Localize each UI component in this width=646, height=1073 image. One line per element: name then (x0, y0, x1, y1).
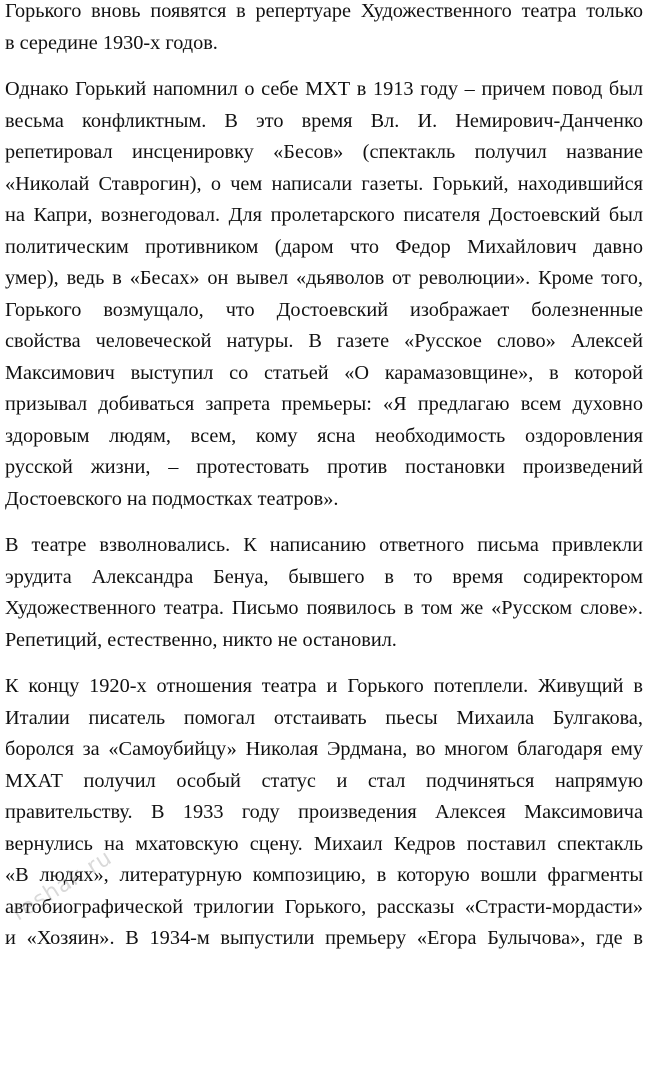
text-line: весьма конфликтным. В это время Вл. И. Немирович-Данченко (5, 109, 643, 132)
text-line: Репетиций, естественно, никто не остановил. (5, 628, 397, 651)
text-line: в середине 1930-х годов. (5, 31, 218, 54)
text-line: «В людях», литературную композицию, в которую вошли фрагменты (5, 864, 643, 886)
text-line: и «Хозяин». В 1934-м выпустили премьеру «Егора Булычова», где в (5, 927, 643, 949)
text-line: свойства человеческой натуры. В газете «Русское слово» Алексей (5, 330, 643, 352)
paragraph-4 (5, 671, 643, 955)
text-line: Горького вновь появятся в репертуаре Художественного театра только (5, 0, 643, 22)
text-line: Художественного театра. Письмо появилось в том же «Русском слове». (5, 597, 643, 619)
paragraph-2 (5, 74, 643, 515)
text-line: боролся за «Самоубийцу» Николая Эрдмана, во многом благодаря ему (5, 738, 643, 760)
text-line: Италии писатель помогал отстаивать пьесы Михаила Булгакова, (5, 706, 643, 729)
text-line: здоровым людям, всем, кому ясна необходимость оздоровления (5, 424, 643, 447)
text-line: Максимович выступил со статьей «О карамазовщине», в которой (5, 361, 643, 384)
text-line: политическим противником (даром что Федор Михайлович давно (5, 235, 643, 258)
paragraph-1 (5, 0, 643, 59)
text-line: русской жизни, – протестовать против постановки произведений (5, 456, 643, 478)
text-line: МХАТ получил особый статус и стал подчиняться напрямую (5, 769, 643, 792)
text-line: эрудита Александра Бенуа, бывшего в то время содиректором (5, 565, 643, 588)
paragraph-3 (5, 530, 643, 656)
text-line: Достоевского на подмостках театров». (5, 487, 339, 510)
body-text (5, 0, 643, 955)
text-line: призывал добиваться запрета премьеры: «Я предлагаю всем духовно (5, 393, 643, 415)
text-line: В театре взволновались. К написанию ответного письма привлекли (5, 534, 643, 556)
text-line: Горького возмущало, что Достоевский изображает болезненные (5, 298, 643, 321)
text-line: умер), ведь в «Бесах» он вывел «дьяволов от революции». Кроме того, (5, 267, 643, 289)
text-line: вернулись на мхатовскую сцену. Михаил Кедров поставил спектакль (5, 832, 643, 855)
text-line: «Николай Ставрогин), о чем написали газеты. Горький, находившийся (5, 172, 643, 195)
watermark: reshak.ru (8, 845, 117, 927)
text-line: репетировал инсценировку «Бесов» (спектакль получил название (5, 141, 643, 163)
text-line: К концу 1920-х отношения театра и Горького потеплели. Живущий в (5, 675, 643, 697)
text-line: правительству. В 1933 году произведения Алексея Максимовича (5, 801, 643, 823)
text-line: автобиографической трилогии Горького, рассказы «Страсти-мордасти» (5, 895, 643, 918)
text-line: Однако Горький напомнил о себе МХТ в 1913 году – причем повод был (5, 78, 643, 100)
text-line: на Капри, вознегодовал. Для пролетарского писателя Достоевский был (5, 204, 643, 226)
